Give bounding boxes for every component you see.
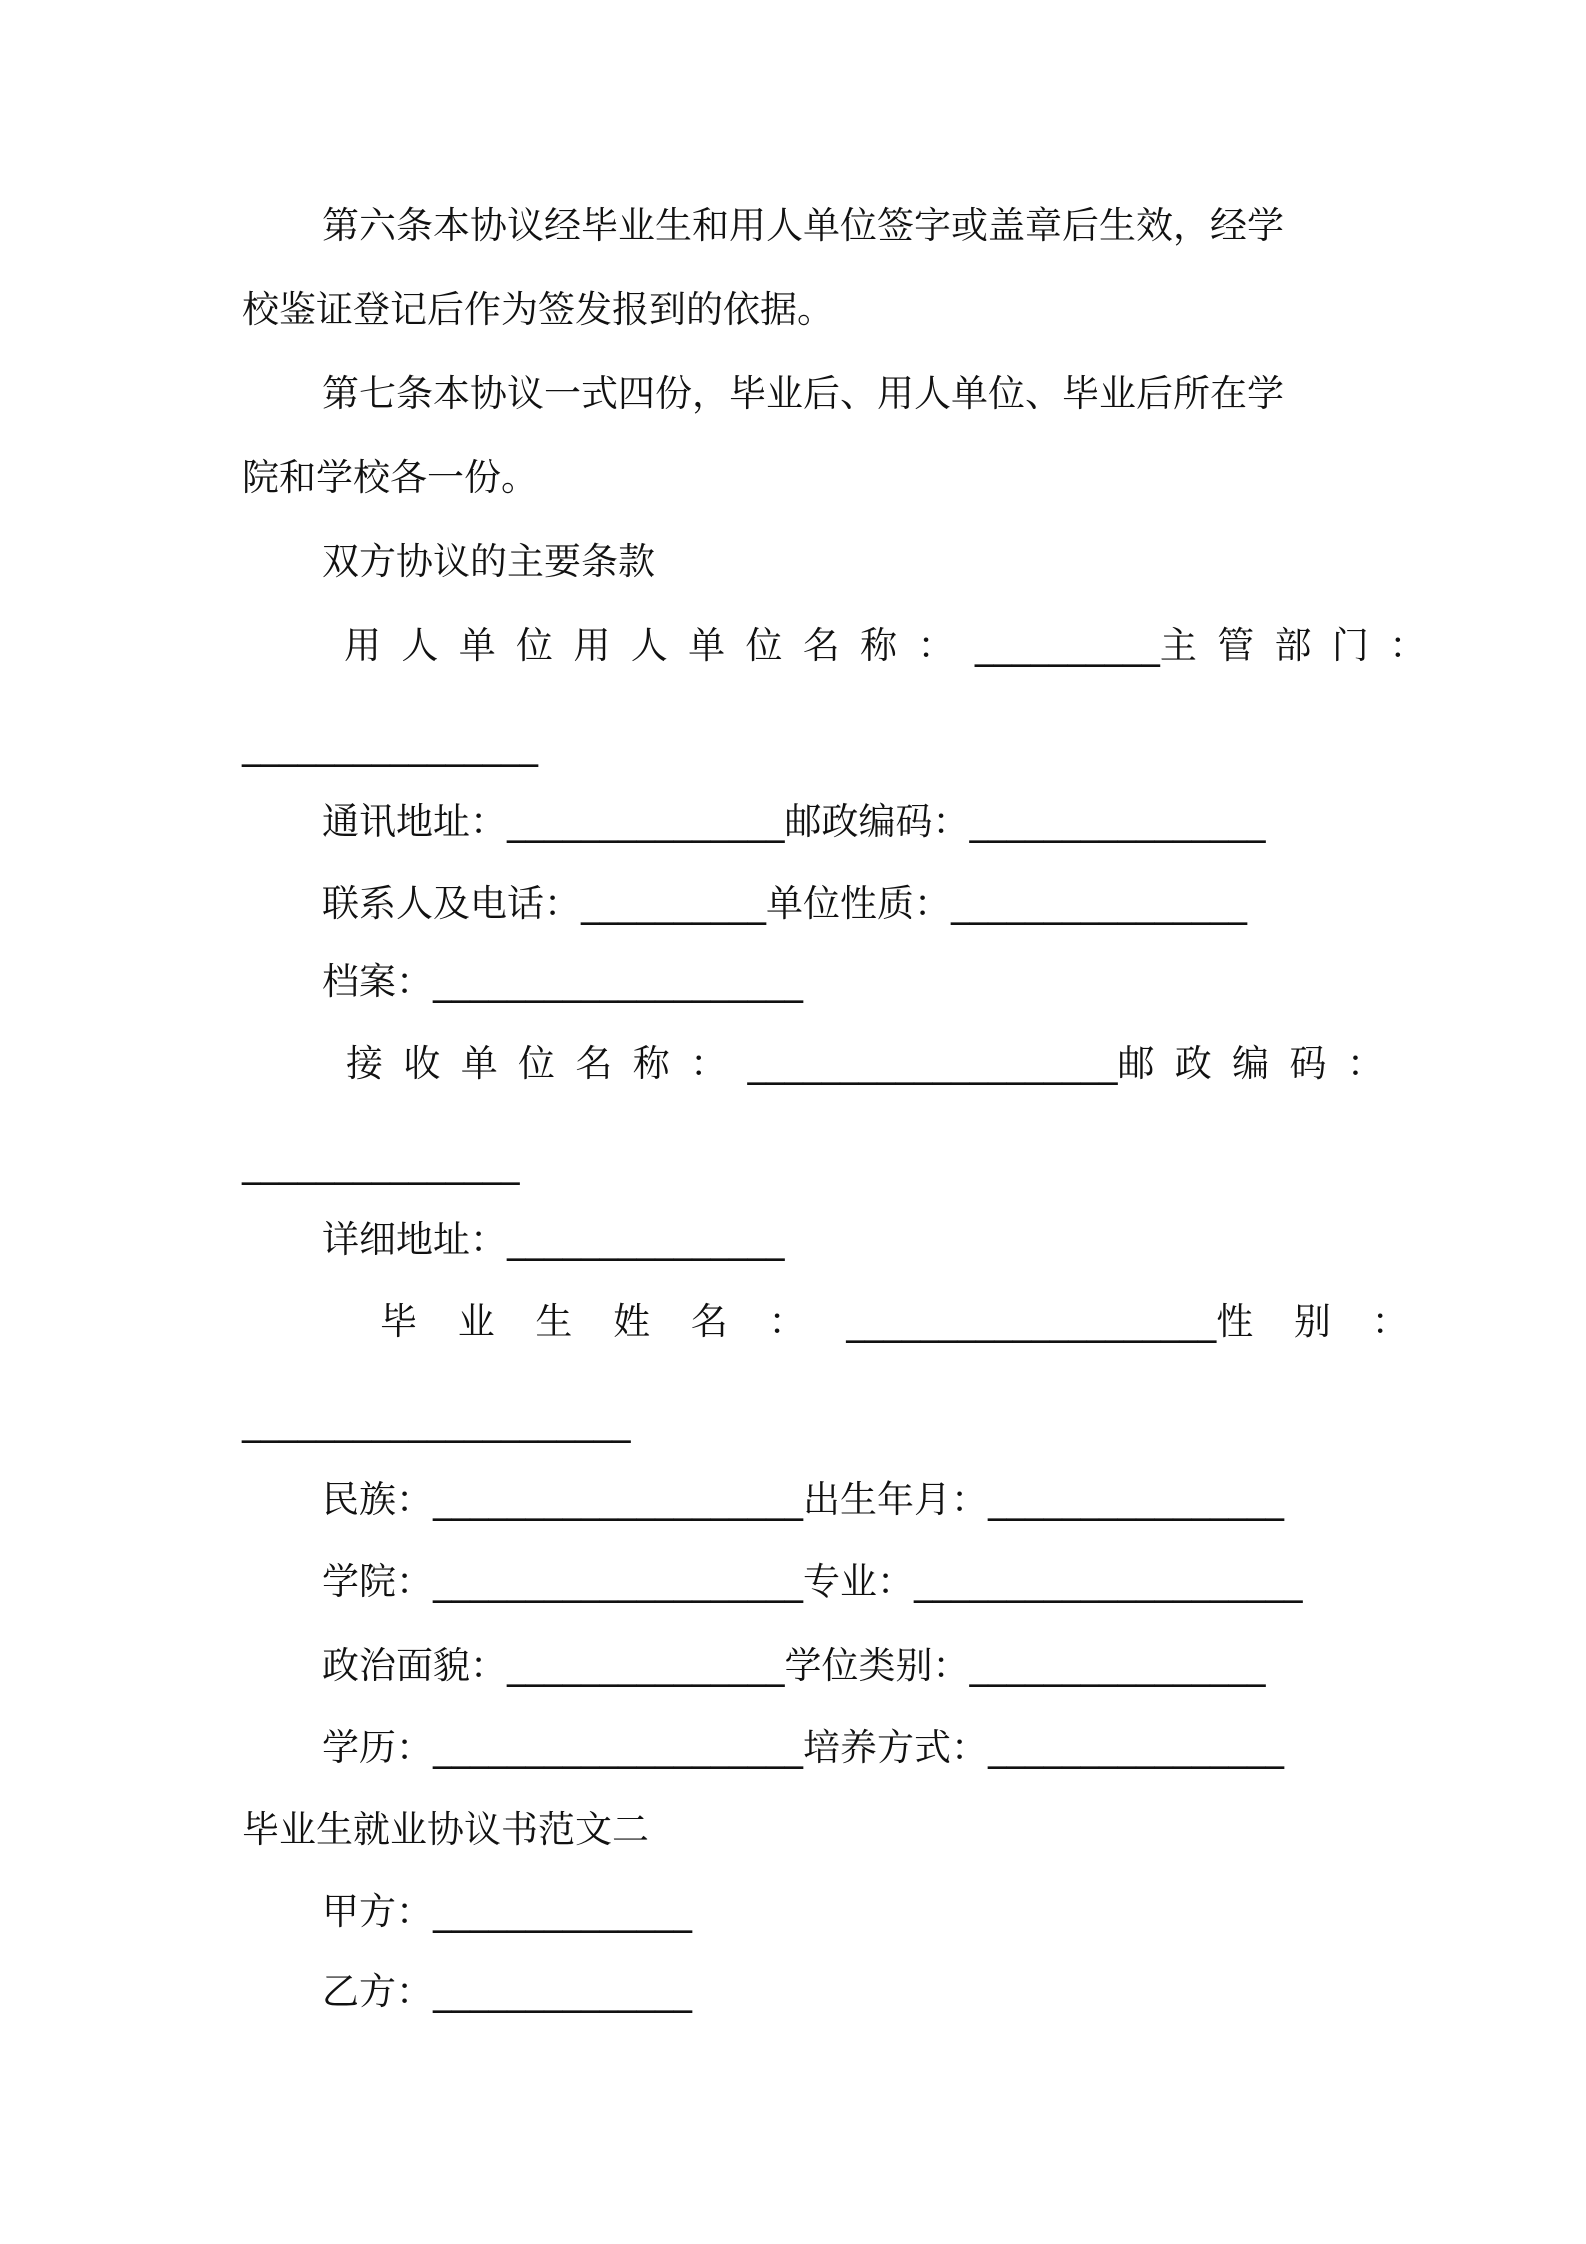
detail-address-label: 详细地址：	[322, 1218, 507, 1261]
dept-blank: ________________	[242, 724, 538, 767]
party-a-label: 甲方：	[322, 1890, 433, 1933]
nature-blank: ________________	[951, 882, 1247, 925]
party-b-blank: ______________	[433, 1970, 692, 2013]
archive-row	[322, 958, 803, 1006]
degree-type-blank: ________________	[969, 1644, 1266, 1687]
major-label: 专业：	[803, 1560, 914, 1603]
address-label: 通讯地址：	[322, 800, 507, 843]
dept-blank-row	[242, 722, 538, 770]
terms-heading: 双方协议的主要条款	[322, 540, 655, 583]
major-blank: _____________________	[914, 1560, 1303, 1603]
address-row	[322, 798, 1266, 846]
receiver-row	[346, 1040, 1404, 1088]
political-blank: _______________	[507, 1644, 785, 1687]
article-seven-line2: 院和学校各一份。	[242, 456, 538, 499]
education-blank: ____________________	[433, 1726, 803, 1769]
party-b-label: 乙方：	[322, 1970, 433, 2013]
article-six-line1: 第六条本协议经毕业生和用人单位签字或盖章后生效，经学	[322, 204, 1284, 247]
address-blank: _______________	[507, 800, 785, 843]
archive-blank: ____________________	[433, 960, 803, 1003]
training-label: 培养方式：	[803, 1726, 988, 1769]
birth-label: 出生年月：	[803, 1478, 988, 1521]
article-six-line2: 校鉴证登记后作为签发报到的依据。	[242, 288, 834, 331]
grad-name-label: 毕业生姓名：	[380, 1300, 847, 1343]
grad-name-blank: ____________________	[846, 1300, 1217, 1343]
ethnicity-blank: ____________________	[433, 1478, 803, 1521]
political-row	[322, 1642, 1266, 1690]
grad-name-row	[380, 1298, 1449, 1346]
contact-label: 联系人及电话：	[322, 882, 581, 925]
gender-blank-row	[242, 1398, 631, 1446]
receiver-postal-blank-row	[242, 1140, 520, 1188]
education-label: 学历：	[322, 1726, 433, 1769]
contact-blank: __________	[581, 882, 766, 925]
college-row	[322, 1558, 1303, 1606]
college-blank: ____________________	[433, 1560, 803, 1603]
political-label: 政治面貌：	[322, 1644, 507, 1687]
education-row	[322, 1724, 1284, 1772]
party-a-row	[322, 1888, 692, 1936]
ethnicity-row	[322, 1476, 1284, 1524]
contact-row	[322, 880, 1247, 928]
gender-blank: _____________________	[242, 1400, 631, 1443]
receiver-blank: ____________________	[747, 1042, 1118, 1085]
training-blank: ________________	[988, 1726, 1284, 1769]
ethnicity-label: 民族：	[322, 1478, 433, 1521]
receiver-postal-blank: _______________	[242, 1142, 520, 1185]
dept-label: 主管部门：	[1159, 624, 1447, 667]
postal-label: 邮政编码：	[784, 800, 970, 843]
degree-type-label: 学位类别：	[784, 1644, 970, 1687]
detail-address-blank: _______________	[507, 1218, 785, 1261]
birth-blank: ________________	[988, 1478, 1284, 1521]
postal-blank: ________________	[969, 800, 1266, 843]
party-a-blank: ______________	[433, 1890, 692, 1933]
detail-address-row	[322, 1216, 785, 1264]
party-b-row	[322, 1968, 692, 2016]
college-label: 学院：	[322, 1560, 433, 1603]
section-title: 毕业生就业协议书范文二	[242, 1808, 649, 1851]
receiver-postal-label: 邮政编码：	[1117, 1042, 1405, 1085]
employer-label: 用人单位用人单位名称：	[344, 624, 975, 667]
article-seven-line1: 第七条本协议一式四份，毕业后、用人单位、毕业后所在学	[322, 372, 1284, 415]
nature-label: 单位性质：	[766, 882, 951, 925]
employer-row	[344, 622, 1447, 670]
gender-label: 性别：	[1216, 1300, 1450, 1343]
archive-label: 档案：	[322, 960, 433, 1003]
employer-blank: __________	[974, 624, 1160, 667]
receiver-label: 接收单位名称：	[346, 1042, 748, 1085]
